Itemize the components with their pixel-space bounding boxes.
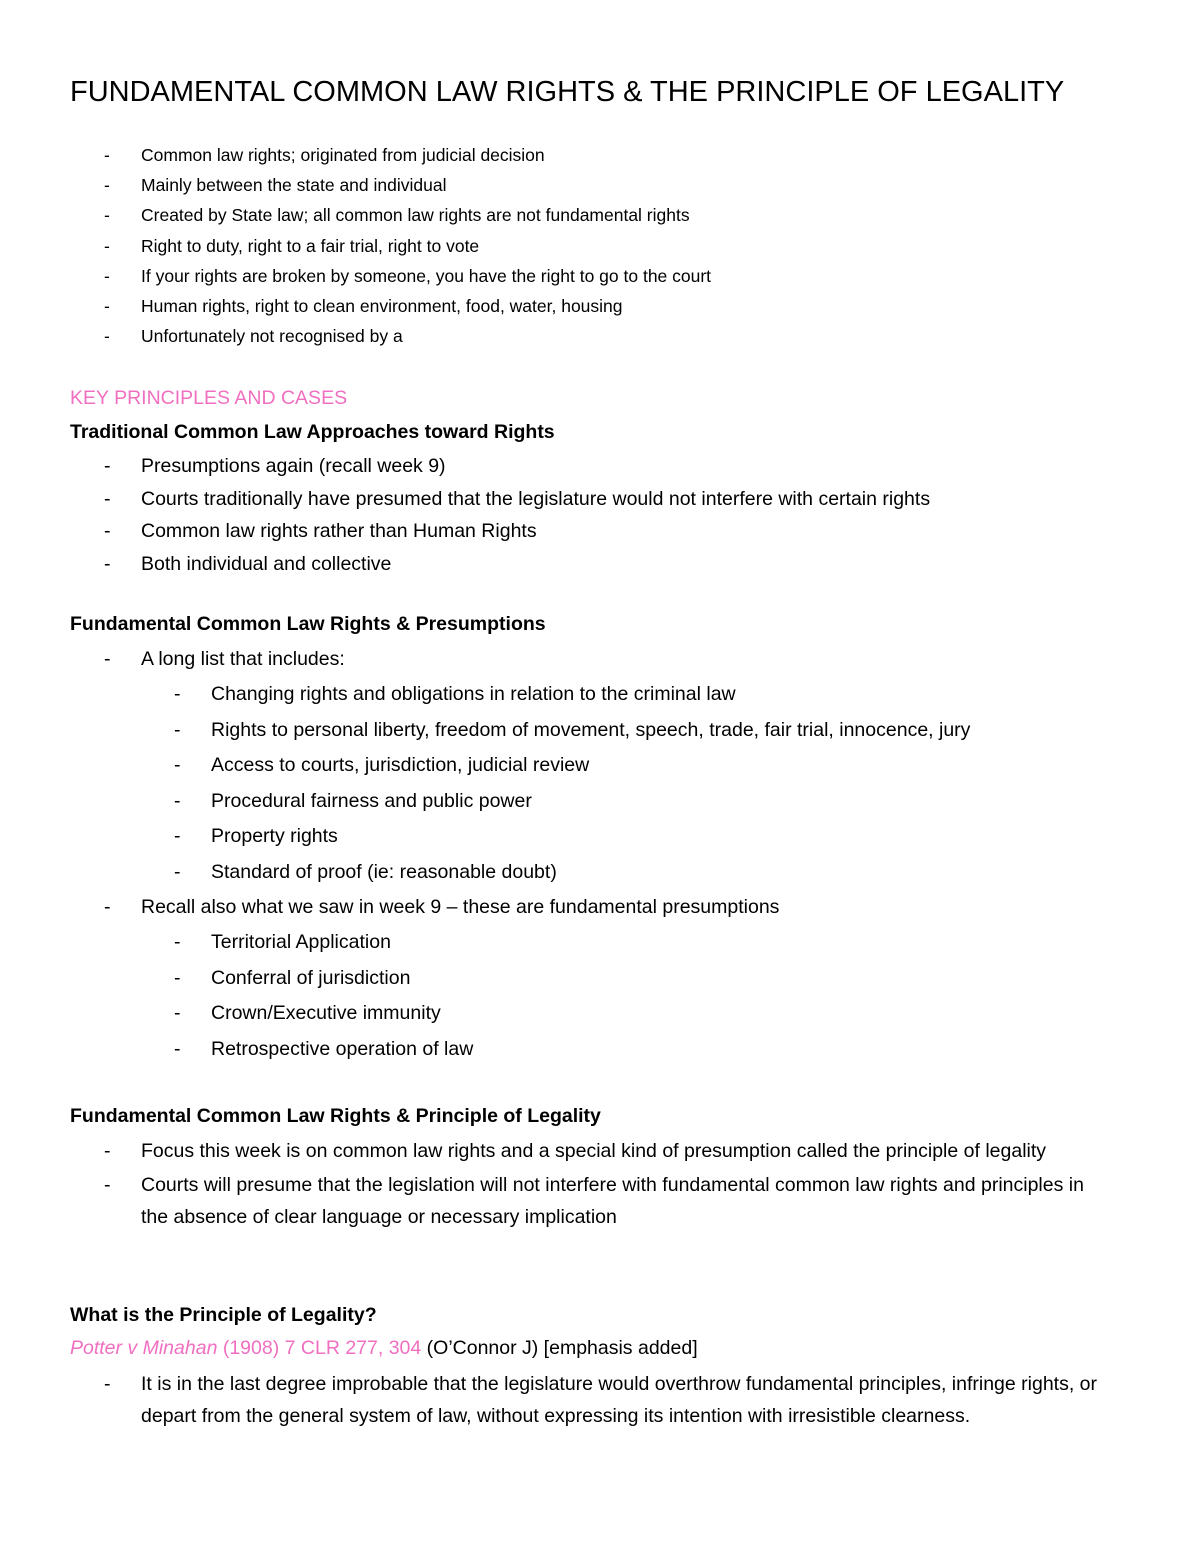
bullet-dash: - [104,455,111,477]
list-item: - Both individual and collective [70,548,1130,581]
bullet-dash: - [104,896,111,918]
bullet-dash: - [104,175,110,196]
page-title: FUNDAMENTAL COMMON LAW RIGHTS & THE PRINCIPLE OF LEGALITY [70,76,1065,108]
section4-list [70,1368,1130,1432]
section-heading-traditional: Traditional Common Law Approaches toward Rights [70,421,555,443]
bullet-dash: - [104,520,111,543]
list-item: - Presumptions again (recall week 9) [70,450,1130,483]
case-name: Potter v Minahan [70,1337,218,1359]
list-item: - Unfortunately not recognised by a [70,321,1130,351]
bullet-dash: - [174,1002,181,1024]
sub-list-item: - Crown/Executive immunity [70,997,1130,1033]
list-item: - Mainly between the state and individual [70,170,1130,200]
bullet-dash: - [174,860,181,883]
bullet-dash: - [104,648,111,670]
list-item: - It is in the last degree improbable that the legislature would overthrow fundamental principles, infringe rights, or depart from the general system of law, without expressing its intention with irresistible clearness. [70,1368,1130,1432]
sub-list-item: - Procedural fairness and public power [70,785,1130,821]
list-item: - A long list that includes: [70,643,1130,678]
bullet-dash: - [104,235,110,256]
list-item: - Recall also what we saw in week 9 – these are fundamental presumptions [70,891,1130,926]
sub-list-item: - Access to courts, jurisdiction, judicial review [70,749,1130,785]
bullet-dash: - [174,931,181,953]
bullet-dash: - [104,552,111,575]
list-item: - Human rights, right to clean environment, food, water, housing [70,291,1130,321]
list-item: - Common law rights rather than Human Rights [70,515,1130,548]
bullet-dash: - [174,718,181,741]
section1-list [70,450,1130,580]
bullet-dash: - [104,205,110,226]
list-item: - Created by State law; all common law rights are not fundamental rights [70,200,1130,230]
bullet-dash: - [104,1140,111,1162]
bullet-dash: - [104,487,111,510]
section3-list [70,1135,1130,1233]
sub-list-item: - Retrospective operation of law [70,1033,1130,1069]
case-suffix: (O’Connor J) [emphasis added] [426,1337,698,1359]
list-item: - If your rights are broken by someone, you have the right to go to the court [70,261,1130,291]
bullet-dash: - [174,754,181,776]
bullet-dash: - [104,145,110,165]
intro-list [70,140,1130,351]
sub-list-item: - Standard of proof (ie: reasonable doubt) [70,856,1130,892]
case-citation-line [70,1337,698,1360]
key-principles-heading: KEY PRINCIPLES AND CASES [70,387,348,409]
section-heading-what-is: What is the Principle of Legality? [70,1304,377,1326]
sub-list-item: - Changing rights and obligations in relation to the criminal law [70,678,1130,714]
section-heading-presumptions: Fundamental Common Law Rights & Presumptions [70,613,546,635]
list-item: - Right to duty, right to a fair trial, right to vote [70,231,1130,261]
bullet-dash: - [104,1174,111,1196]
sub-list-item: - Property rights [70,820,1130,856]
section2-list [70,643,1130,1068]
list-item: - Courts will presume that the legislation will not interfere with fundamental common law rights and principles in the absence of clear language or necessary implication [70,1169,1100,1233]
bullet-dash: - [174,789,181,812]
bullet-dash: - [104,326,110,347]
sub-list-item: - Conferral of jurisdiction [70,962,1130,998]
bullet-dash: - [174,683,181,705]
section-heading-legality: Fundamental Common Law Rights & Principle of Legality [70,1105,601,1127]
bullet-dash: - [104,265,110,286]
bullet-dash: - [174,1037,181,1060]
bullet-dash: - [174,966,181,989]
case-citation: (1908) 7 CLR 277, 304 [222,1337,422,1359]
list-item: - Common law rights; originated from judicial decision [70,140,1130,170]
list-item: - Courts traditionally have presumed that the legislature would not interfere with certain rights [70,483,1130,516]
bullet-dash: - [174,825,181,847]
bullet-dash: - [104,295,110,316]
sub-list-item: - Rights to personal liberty, freedom of movement, speech, trade, fair trial, innocence, jury [70,714,1130,750]
bullet-dash: - [104,1373,111,1395]
list-item: - Focus this week is on common law rights and a special kind of presumption called the principle of legality [70,1135,1100,1167]
sub-list-item: - Territorial Application [70,926,1130,962]
